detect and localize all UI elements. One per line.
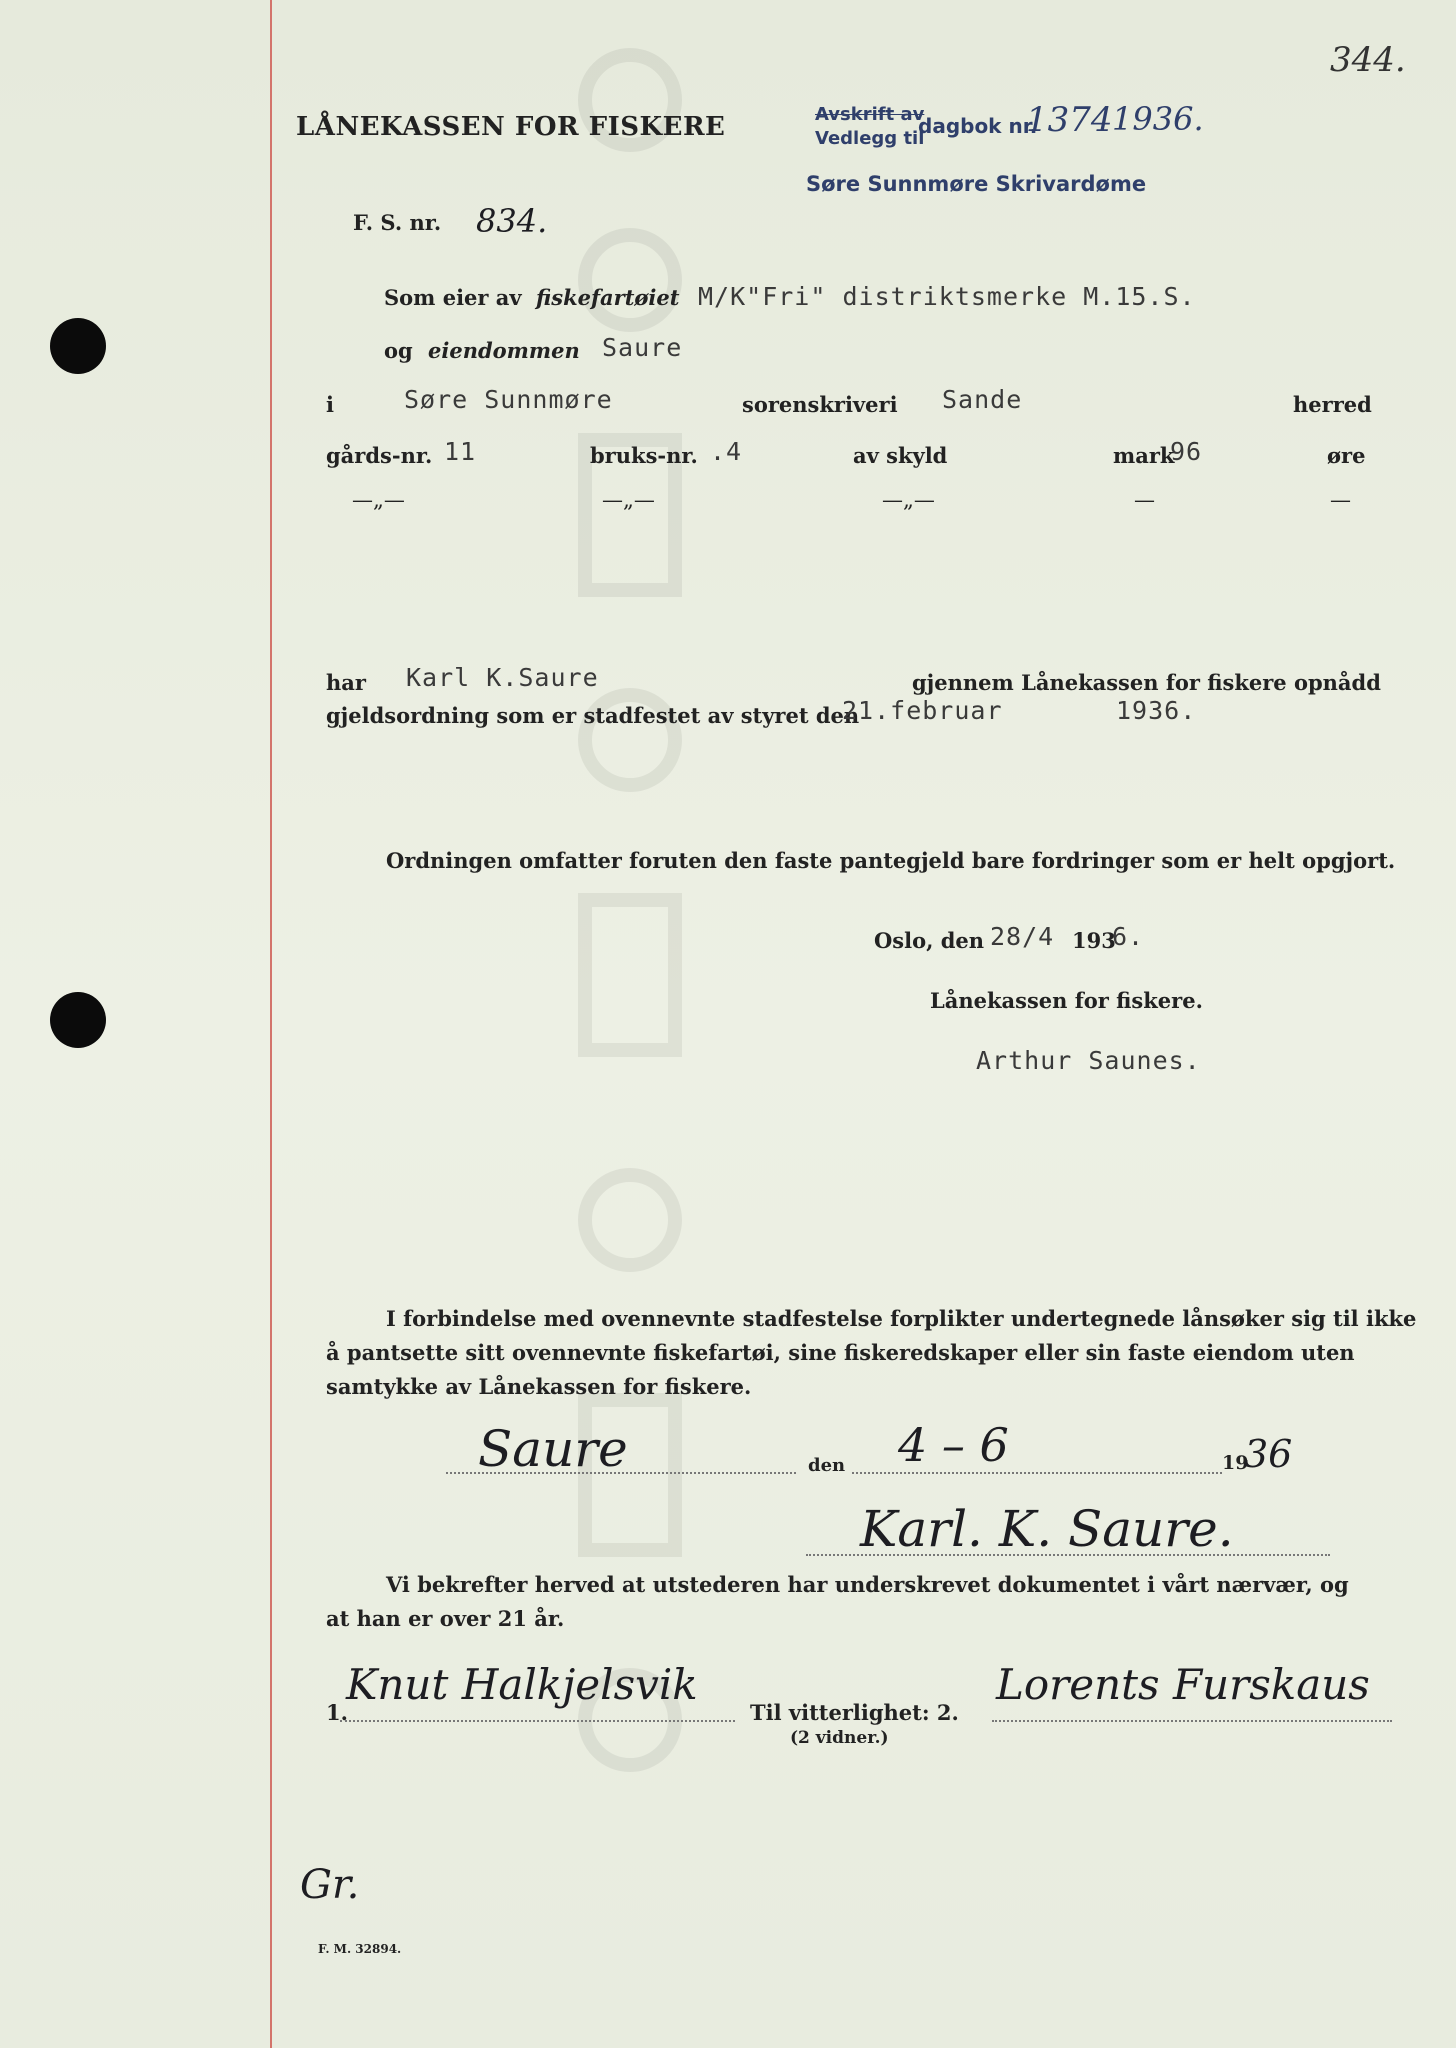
witness-1-number: 1.	[326, 1700, 348, 1725]
herred-label: herred	[1293, 392, 1372, 417]
debtor-name: Karl K.Saure	[406, 663, 599, 692]
debtor-text-1: gjennem Lånekassen for fiskere opnådd	[912, 670, 1381, 695]
signing-place: Saure	[478, 1420, 628, 1478]
som-eier-label: Som eier av	[384, 285, 522, 310]
ditto-ore: —	[1330, 488, 1351, 512]
ore-label: øre	[1327, 443, 1366, 468]
oslo-year-suffix: 6.	[1112, 922, 1145, 951]
bruks-nr-value: .4	[710, 437, 743, 466]
oslo-date: 28/4	[990, 922, 1055, 951]
oslo-signer: Arthur Saunes.	[976, 1046, 1201, 1075]
witness-sub-label: (2 vidner.)	[790, 1728, 889, 1748]
fs-value: 834.	[476, 202, 548, 240]
institution-title: LÅNEKASSEN FOR FISKERE	[296, 112, 726, 142]
stamp-struck-text: Avskrift av	[815, 104, 925, 125]
fs-label: F. S. nr.	[353, 210, 442, 235]
witness-1-dotted-line	[340, 1720, 735, 1722]
witness-confirm-1: Vi bekrefter herved at utstederen har underskrevet dokumentet i vårt nærvær, og	[386, 1572, 1349, 1597]
den-label: den	[808, 1455, 846, 1476]
clerk-initials: Gr.	[300, 1862, 360, 1908]
stamp-dagbok-label: dagbok nr.	[918, 114, 1038, 138]
mark-label: mark	[1113, 443, 1175, 468]
punch-hole-bottom	[50, 992, 106, 1048]
har-label: har	[326, 670, 366, 695]
witness-label: Til vitterlighet: 2.	[750, 1700, 959, 1725]
eiendommen-label: eiendommen	[428, 338, 580, 363]
date-dotted-line	[852, 1472, 1222, 1474]
vessel-value: M/K"Fri" distriktsmerke M.15.S.	[698, 282, 1196, 311]
margin-rule	[270, 0, 272, 2048]
debtor-signature: Karl. K. Saure.	[860, 1500, 1234, 1558]
dagbok-number: 1374	[1026, 100, 1113, 140]
witness-2-dotted-line	[992, 1720, 1392, 1722]
district-value: Søre Sunnmøre	[404, 385, 613, 414]
stamp-annex-text: Vedlegg til	[815, 128, 925, 149]
ordning-text: Ordningen omfatter foruten den faste pantegjeld bare fordringer som er helt opgjort.	[386, 848, 1396, 873]
witness-confirm-2: at han er over 21 år.	[326, 1606, 565, 1631]
ditto-bruks: —„—	[602, 488, 655, 512]
ditto-mark: —	[1134, 488, 1155, 512]
commitment-line-1: I forbindelse med ovennevnte stadfestelse forplikter undertegnede lånsøker sig til ikke	[386, 1306, 1417, 1331]
oslo-label: Oslo, den	[874, 928, 985, 953]
ditto-skyld: —„—	[882, 488, 935, 512]
av-skyld-label: av skyld	[853, 443, 948, 468]
oslo-institution: Lånekassen for fiskere.	[930, 988, 1203, 1013]
gards-nr-value: 11	[444, 437, 477, 466]
municipality-value: Sande	[942, 385, 1023, 414]
ditto-gards: —„—	[352, 488, 405, 512]
mark-value: 96	[1170, 437, 1203, 466]
fiskefartoiet-label: fiskefartøiet	[536, 285, 680, 310]
i-label: i	[326, 392, 334, 417]
gards-nr-label: gårds-nr.	[326, 443, 433, 468]
commitment-line-3: samtykke av Lånekassen for fiskere.	[326, 1374, 752, 1399]
oslo-year-prefix: 193	[1072, 928, 1116, 953]
dagbok-year: 1936.	[1112, 100, 1204, 138]
witness-2-signature: Lorents Furskaus	[996, 1660, 1370, 1709]
form-code: F. M. 32894.	[318, 1942, 402, 1956]
punch-hole-top	[50, 318, 106, 374]
og-label: og	[384, 338, 413, 363]
witness-1-signature: Knut Halkjelsvik	[346, 1660, 698, 1709]
bruks-nr-label: bruks-nr.	[590, 443, 698, 468]
commitment-line-2: å pantsette sitt ovennevnte fiskefartøi, sine fiskeredskaper eller sin faste eiendom uten	[326, 1340, 1355, 1365]
signing-date: 4 – 6	[898, 1418, 1009, 1472]
property-value: Saure	[602, 333, 683, 362]
court-district-stamp: Søre Sunnmøre Skrivardøme	[806, 172, 1147, 196]
agreement-date: 21.februar	[842, 696, 1003, 725]
signing-year-suffix: 36	[1244, 1432, 1293, 1476]
debtor-text-2: gjeldsordning som er stadfestet av styret den	[326, 703, 860, 728]
agreement-year: 1936.	[1116, 696, 1197, 725]
page-number: 344.	[1330, 40, 1406, 80]
signing-year-prefix: 19	[1222, 1452, 1249, 1474]
sorenskriveri-label: sorenskriveri	[742, 392, 898, 417]
